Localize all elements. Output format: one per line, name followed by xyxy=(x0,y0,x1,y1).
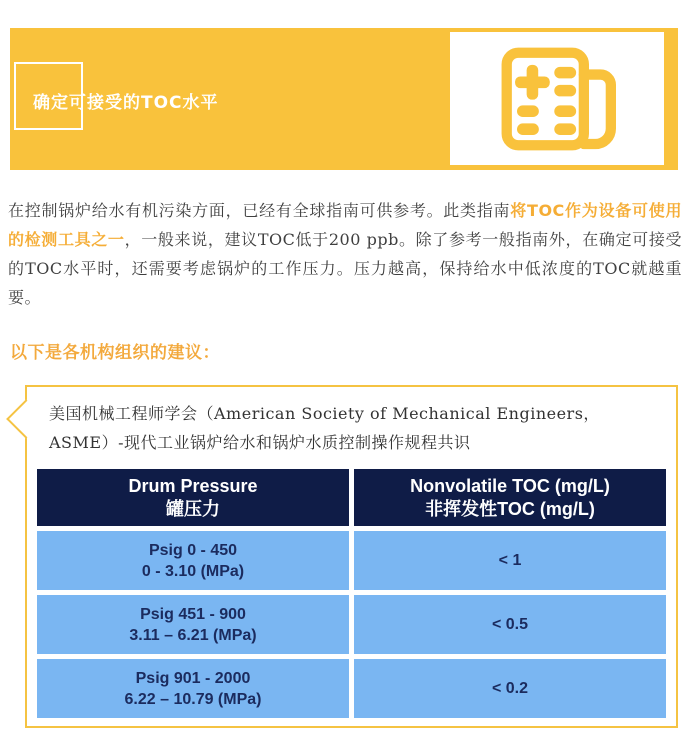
pressure-psig: Psig 0 - 450 xyxy=(148,541,238,559)
pressure-psig: Psig 901 - 2000 xyxy=(135,669,251,687)
header-banner xyxy=(10,28,678,170)
table-header-drum-pressure xyxy=(37,469,349,526)
intro-text-2: ，一般来说，建议TOC低于200 ppb。除了参考一般指南外，在确定可接受的TOC水平时，还需要考虑锅炉的工作压力。压力越高，保持给水中低浓度的TOC就越重要。 xyxy=(8,230,682,307)
header-line-zh: 罐压力 xyxy=(166,498,220,519)
section-heading: 以下是各机构组织的建议： xyxy=(10,343,220,363)
table-cell-toc-row1: < 1 xyxy=(354,531,666,590)
intro-highlight: 将TOC作为设备可使用的检测工具之一 xyxy=(8,201,682,249)
table-cell-pressure-row2 xyxy=(37,595,349,654)
table-cell-toc-row3: < 0.2 xyxy=(354,659,666,718)
header-line-en: Drum Pressure xyxy=(128,475,258,496)
newspaper-report-icon xyxy=(490,46,625,152)
intro-paragraph xyxy=(8,196,682,312)
intro-text-1: 在控制锅炉给水有机污染方面，已经有全球指南可供参考。此类指南 xyxy=(8,201,511,220)
pressure-psig: Psig 451 - 900 xyxy=(140,605,246,623)
header-line-en: Nonvolatile TOC (mg/L) xyxy=(410,475,610,496)
asme-source-text: 美国机械工程师学会（American Society of Mechanical Engineers，ASME）-现代工业锅炉给水和锅炉水质控制操作规程共识 xyxy=(49,404,600,452)
toc-table xyxy=(37,469,666,718)
recommendation-callout xyxy=(25,385,678,728)
table-header-nonvolatile-toc xyxy=(354,469,666,526)
article-page xyxy=(0,28,688,729)
table-cell-toc-row2: < 0.5 xyxy=(354,595,666,654)
pressure-mpa: 0 - 3.10 (MPa) xyxy=(141,562,245,580)
table-cell-pressure-row3 xyxy=(37,659,349,718)
page-title: 确定可接受的TOC水平 xyxy=(33,93,219,113)
callout-tail xyxy=(6,399,46,439)
table-cell-pressure-row1 xyxy=(37,531,349,590)
pressure-mpa: 3.11 – 6.21 (MPa) xyxy=(129,626,257,644)
header-line-zh: 非挥发性TOC (mg/L) xyxy=(425,498,595,519)
pressure-mpa: 6.22 – 10.79 (MPa) xyxy=(124,690,262,708)
icon-panel xyxy=(450,32,664,165)
